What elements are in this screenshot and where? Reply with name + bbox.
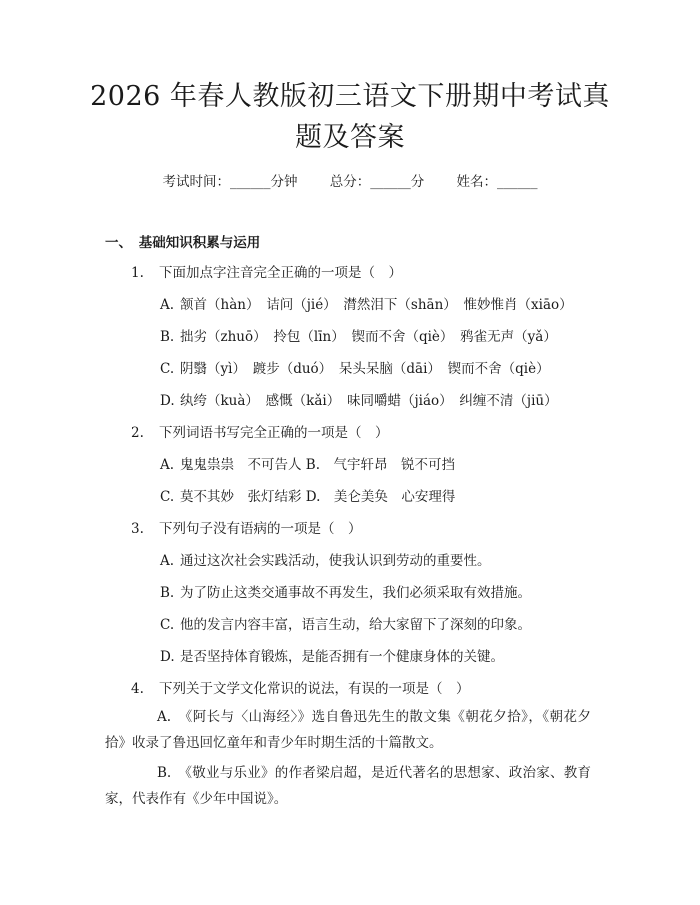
- option-text: 他的发言内容丰富，语言生动，给大家留下了深刻的印象。: [180, 617, 531, 633]
- question-number: 2.: [131, 425, 144, 441]
- section-heading: 一、 基础知识积累与运用: [105, 235, 261, 251]
- option-paragraph: A. 《阿长与〈山海经〉》选自鲁迅先生的散文集《朝花夕拾》，《朝花夕拾》收录了鲁迅回忆童年和青少年时期生活的十篇散文。: [105, 709, 591, 751]
- option-text: 颔首（hàn） 诘问（jié） 潸然泪下（shān） 惟妙惟肖（xiāo）: [180, 297, 573, 313]
- question-stem: [131, 677, 470, 697]
- question-stem: [131, 261, 402, 281]
- exam-time-field: 考试时间：______分钟: [162, 174, 298, 190]
- option-text: 通过这次社会实践活动，使我认识到劳动的重要性。: [180, 553, 491, 569]
- question-text: 下面加点字注音完全正确的一项是（ ）: [159, 265, 402, 281]
- option-label: A.: [160, 297, 175, 313]
- question-number: 1.: [131, 265, 144, 281]
- question-stem: [131, 421, 389, 441]
- option-text: 阴翳（yì） 踱步（duó） 呆头呆脑（dāi） 锲而不舍（qiè）: [180, 361, 550, 377]
- option-item: [160, 293, 573, 313]
- option-paragraph: B. 《敬业与乐业》的作者梁启超，是近代著名的思想家、政治家、教育家，代表作有《少年中国说》。: [105, 765, 591, 807]
- option-label: B.: [160, 329, 175, 345]
- exam-meta: [0, 170, 700, 190]
- option-item: [160, 581, 531, 601]
- option-label: A.: [160, 457, 175, 473]
- option-label: C.: [160, 489, 175, 505]
- option-text: 是否坚持体育锻炼，是能否拥有一个健康身体的关键。: [180, 649, 504, 665]
- option-label: D.: [160, 649, 175, 665]
- option-label: C.: [160, 617, 175, 633]
- option-item: [160, 389, 558, 409]
- total-score-field: 总分：______分: [329, 174, 425, 190]
- option-item: [160, 613, 531, 633]
- option-text: 纨绔（kuà） 感慨（kǎi） 味同嚼蜡（jiáo） 纠缠不清（jiū）: [180, 393, 558, 409]
- question-number: 3.: [131, 521, 144, 537]
- question-stem: [131, 517, 362, 537]
- option-label: C.: [160, 361, 175, 377]
- option-text: 莫不其妙 张灯结彩 D. 美仑美奂 心安理得: [180, 489, 456, 505]
- option-text: 鬼鬼祟祟 不可告人 B. 气宇轩昂 锐不可挡: [180, 457, 456, 473]
- page-title: 2026 年春人教版初三语文下册期中考试真题及答案: [90, 81, 610, 153]
- question-text: 下列词语书写完全正确的一项是（ ）: [159, 425, 389, 441]
- option-item: [160, 645, 504, 665]
- option-text: 拙劣（zhuō） 拎包（līn） 锲而不舍（qiè） 鸦雀无声（yǎ）: [180, 329, 557, 345]
- option-text: 为了防止这类交通事故不再发生，我们必须采取有效措施。: [180, 585, 531, 601]
- option-label: B.: [160, 585, 175, 601]
- question-number: 4.: [131, 681, 144, 697]
- option-item: [160, 357, 550, 377]
- option-item: [160, 485, 455, 505]
- option-item: [160, 325, 557, 345]
- option-label: A.: [160, 553, 175, 569]
- option-label: D.: [160, 393, 175, 409]
- question-text: 下列句子没有语病的一项是（ ）: [159, 521, 362, 537]
- question-text: 下列关于文学文化常识的说法，有误的一项是（ ）: [159, 681, 470, 697]
- option-item: [160, 453, 455, 473]
- student-name-field: 姓名：______: [456, 174, 538, 190]
- option-item: [160, 549, 491, 569]
